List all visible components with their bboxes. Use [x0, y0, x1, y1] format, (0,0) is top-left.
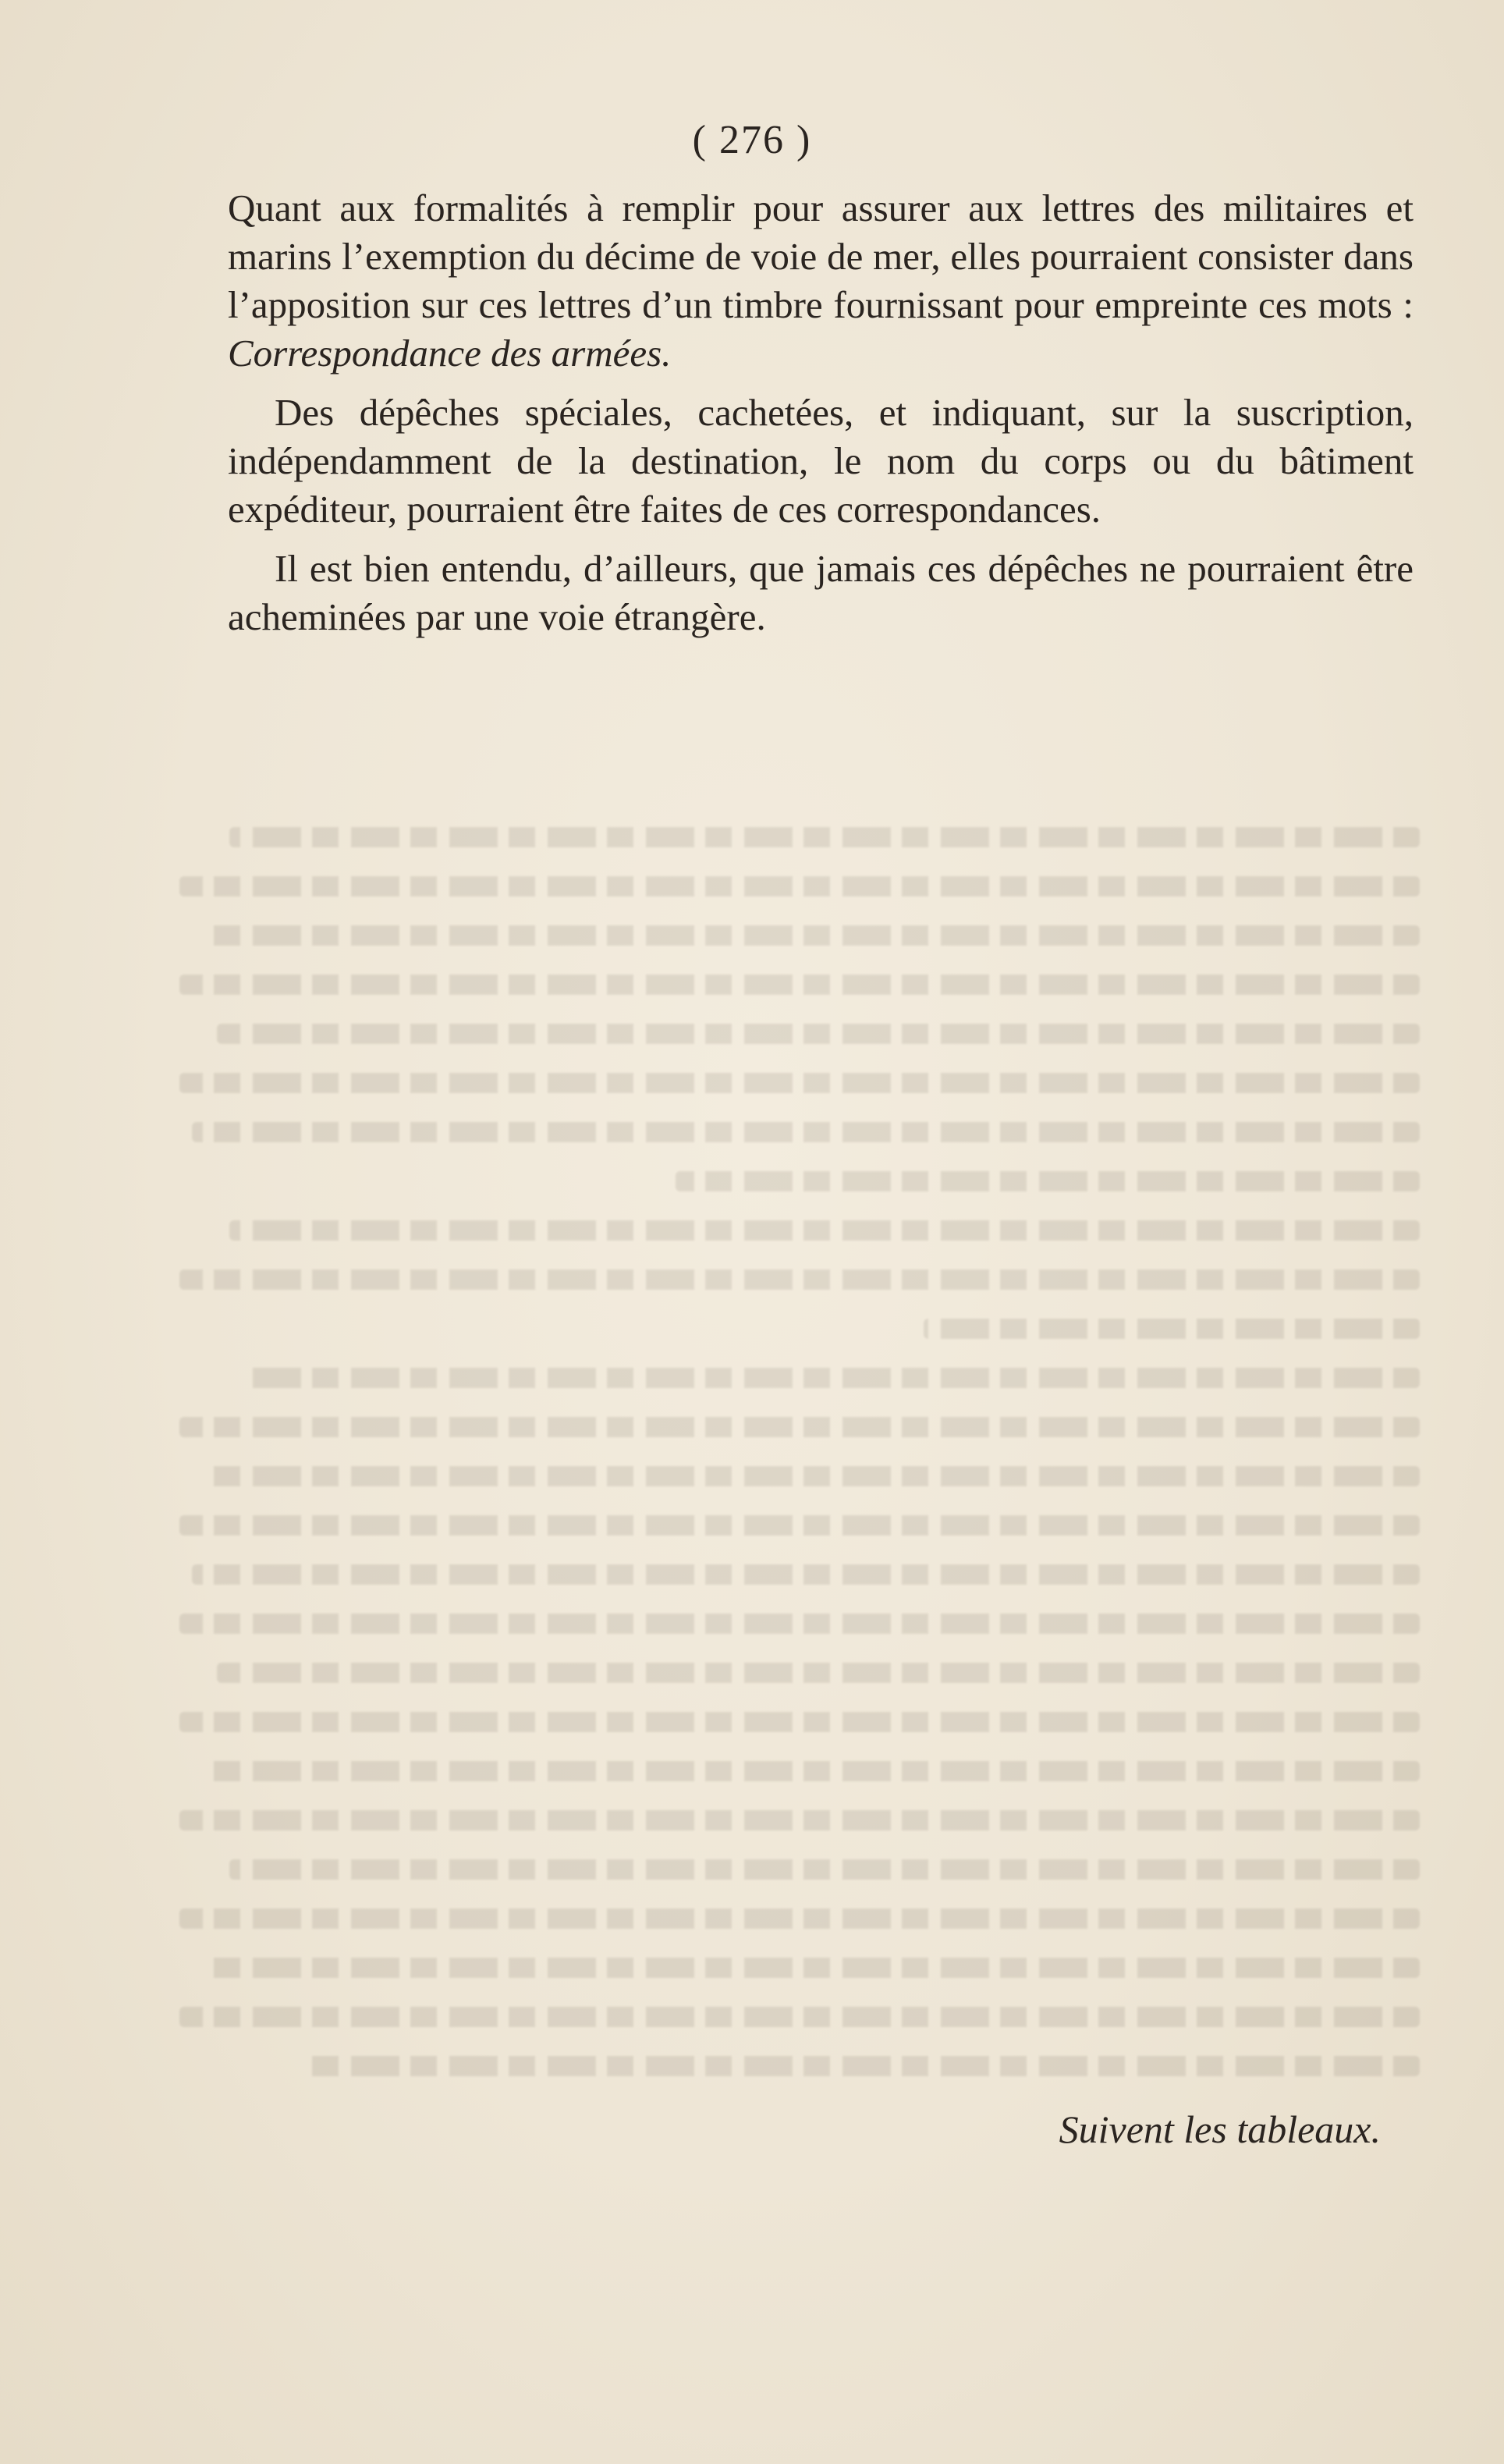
signoff: Suivent les tableaux.	[1059, 2107, 1381, 2151]
paragraph-2: Des dépêches spéciales, cachetées, et indiquant, sur la suscription, indépendamment de la destination, le nom du corps ou du bâtiment expéditeur, pourraient être faites de ces correspondances.	[228, 391, 1414, 531]
paragraph-3: Il est bien entendu, d’ailleurs, que jamais ces dépêches ne pourraient être acheminées par une voie étrangère.	[228, 547, 1414, 638]
show-through-text	[179, 827, 1420, 2153]
paragraph-1-text: Quant aux formalités à remplir pour assurer aux lettres des militaires et marins l’exemption du décime de voie de mer, elles pourraient consister dans l’apposition sur ces lettres d’un timbre fournissant pour empreinte ces mots :	[228, 186, 1414, 326]
paragraph-1-italic: Correspondance des armées.	[228, 332, 672, 375]
body-text	[228, 184, 1414, 652]
paragraph-1	[228, 184, 1414, 378]
page-number: ( 276 )	[692, 118, 812, 162]
